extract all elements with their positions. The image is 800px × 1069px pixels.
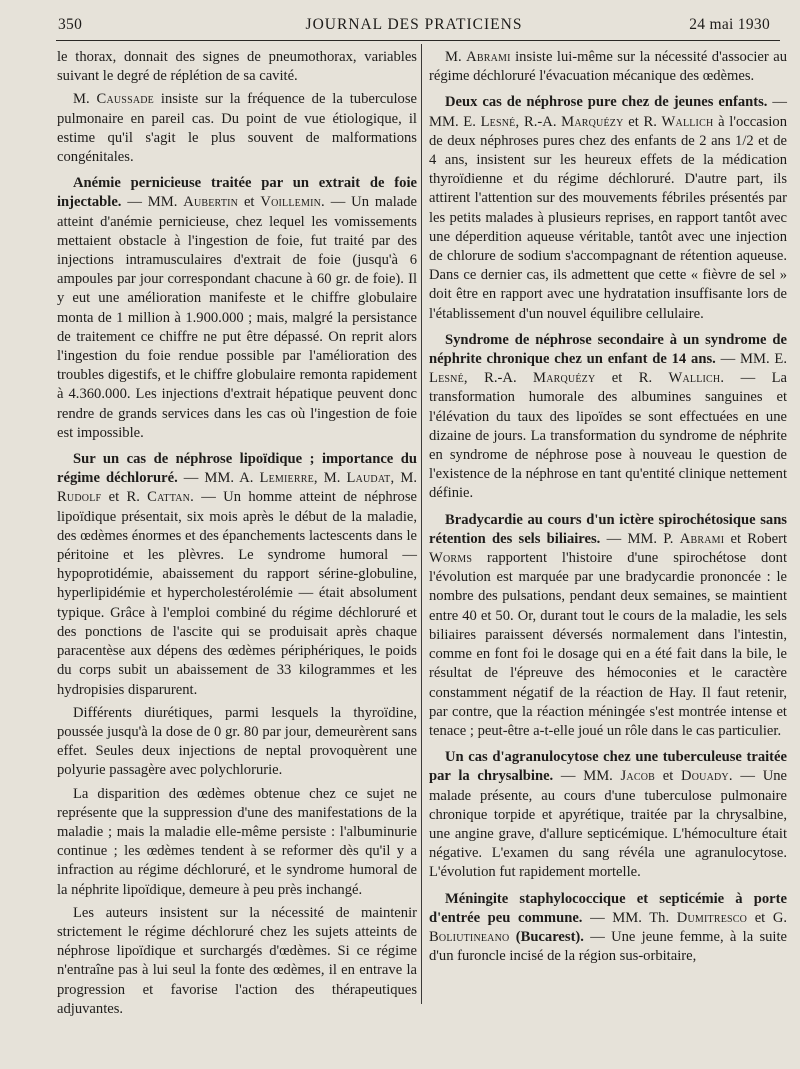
- section-title: Sur un cas de néphrose lipoïdique ; importance du régime déchloruré.: [57, 451, 417, 487]
- author-prefix: — MM.: [560, 768, 613, 785]
- section-title: Bradycardie au cours d'un ictère spirochétosique sans rétention des sels biliaires.: [429, 511, 787, 547]
- author-name: Abrami: [679, 530, 725, 547]
- section-bradycardie: [429, 511, 787, 741]
- author-conjunction: et Robert: [730, 530, 788, 547]
- author-conjunction: et R.: [611, 370, 653, 387]
- author-prefix: — MM. A.: [183, 470, 254, 487]
- author-name: Caussade: [96, 91, 154, 108]
- section-nephrose-pure: [429, 93, 787, 323]
- author-initials: R.-A.: [524, 113, 557, 130]
- left-column: [57, 48, 417, 1023]
- column-separator: [421, 44, 422, 1004]
- author-prefix: M.: [400, 470, 417, 487]
- section-text: — Un malade atteint d'anémie pernicieuse, chez lequel les vomissements mettaient obstacle à l'ingestion de foie, fut traité par des injections intramusculaires d'extrait de foie (jusqu'à 6 ampoules par jour correspondant chacune à 60 gr. de foie). Il y eut une amélioration manifeste et le chiffre globulaire monta de 1 million à 1.900.000 ; mais, malgré la persistance de traitement ce chiffre ne put être dépassé. On reprit alors l'ingestion du foie rendue possible par l'amélioration des troubles digestifs, et le chiffre globulaire remonta rapidement à 4.360.000. Les injections d'extrait hépatique peuvent donc rendre de grands services dans les cas où l'ingestion de foie est impossible.: [57, 194, 417, 441]
- section-agranulocytose: [429, 748, 787, 882]
- page-number: 350: [58, 16, 83, 33]
- author-name: Cattan.: [147, 489, 194, 506]
- author-initials: R.-A.: [484, 370, 517, 387]
- author-name: Rudolf: [57, 489, 102, 506]
- paragraph: [429, 48, 787, 86]
- author-city: (Bucarest).: [515, 928, 584, 945]
- author-prefix: M.: [445, 49, 462, 65]
- author-name: Worms: [429, 550, 473, 567]
- section-text: — Une jeune femme, à la suite d'un furoncle incisé de la région sus-orbitaire,: [429, 928, 788, 965]
- paragraph-text: insiste lui-même sur la nécessité d'associer au régime déchloruré l'évacuation mécanique des œdèmes.: [429, 49, 787, 85]
- author-prefix: — MM. E.: [429, 94, 787, 130]
- section-meningite: [429, 890, 787, 967]
- paragraph-text: insiste sur la fréquence de la tuberculose pulmonaire en pareil cas. Du point de vue étiologique, il estime qu'il s'agit le plus souvent de malformations congénitales.: [57, 91, 418, 166]
- author-conjunction: et G.: [754, 909, 788, 926]
- paragraph: La disparition des œdèmes obtenue chez ce sujet ne représente que la suppression d'une des manifestations de la maladie ; mais la maladie elle-même persiste : l'albuminurie continue ; les œdèmes tendent à se reformer dès qu'il y a infraction au régime déchloruré, et le syndrome humoral de la néphrite lipoïdique, demeure à peu près inchangé.: [57, 785, 417, 898]
- section-nephrose-secondaire: [429, 331, 787, 504]
- author-conjunction: et R.: [108, 489, 140, 506]
- section-title: Un cas d'agranulocytose chez une tuberculeuse traitée par la chrysalbine.: [429, 749, 787, 785]
- paragraph: Les auteurs insistent sur la nécessité de maintenir strictement le régime déchloruré chez les sujets atteints de néphrose lipoïdique et surchargés d'œdèmes. Si ce régime n'entraîne pas à lui seul la fonte des œdèmes, il en entrave la progression et favorise l'action des thérapeutiques adjuvantes.: [57, 904, 417, 1017]
- author-name: Wallich.: [668, 370, 725, 387]
- right-column: [429, 48, 787, 970]
- author-conjunction: et R.: [628, 113, 657, 130]
- author-name: Marquézy: [561, 113, 624, 130]
- author-prefix: M.: [323, 470, 341, 487]
- author-name: Wallich: [661, 113, 714, 130]
- section-anemie: [57, 174, 417, 443]
- section-title: Méningite staphylococcique et septicémie à porte d'entrée peu commune.: [429, 890, 787, 926]
- author-name: Voillemin.: [260, 194, 325, 211]
- author-name: Lemierre,: [259, 470, 318, 487]
- issue-date: 24 mai 1930: [689, 16, 770, 33]
- author-name: Laudat,: [346, 470, 395, 487]
- author-name: Lesné,: [480, 113, 520, 130]
- author-name: Aubertin: [183, 194, 239, 211]
- journal-title: JOURNAL DES PRATICIENS: [305, 16, 523, 33]
- paragraph: le thorax, donnait des signes de pneumothorax, variables suivant le degré de réplétion de sa cavité.: [57, 49, 417, 85]
- paragraph: [57, 90, 417, 167]
- author-name: Dumitresco: [676, 909, 748, 926]
- author-name: Lesné,: [429, 370, 468, 387]
- author-conjunction: et: [243, 194, 255, 211]
- author-name: Boliutineano: [429, 928, 510, 945]
- header-rule: [56, 40, 780, 41]
- section-nephrose-lipoidique: [57, 450, 417, 700]
- section-text: — Un homme atteint de néphrose lipoïdique présentait, six mois après le début de la maladie, des œdèmes énormes et des épanchements lactescents dans le péritoine et les plèvres. Le syndrome humoral — hypoprotidémie, abaissement du rapport sérine-globuline, hyperlipidémie et hypercholestérolémie — était absolument typique. Grâce à l'emploi combiné du régime déchloruré et des ponctions de l'ascite qui se produisait après chaque paracentèse aux dépens des œdèmes périphériques, le poids du corps subit un abaissement de 33 kilogrammes et les hydropisies disparurent.: [57, 489, 417, 698]
- section-text: — Une malade présente, au cours d'une tuberculose pulmonaire chronique torpide et apyrétique, traitée par la chrysalbine, une angine grave, d'allure septicémique. L'hémoculture était négative. L'examen du sang révéla une agranulocytose. L'évolution fut rapidement mortelle.: [429, 768, 788, 881]
- section-text: rapportent l'histoire d'une spirochétose dont l'évolution est marquée par une bradycardie prononcée : le nombre des pulsations, pendant deux semaines, se maintient entre 40 et 50. Or, durant tout le cours de la maladie, les sels biliaires paraissent déversés normalement dans l'intestin, comme en font foi le dosage qui en a été fait dans la bile, le résultat de l'épreuve des hémoconies et le caractère constamment négatif de la réaction de Hay. Il faut retenir, par contre, que la réaction méningée s'est montrée intense et tenace ; peut-être a-t-elle joué un rôle dans le cas particulier.: [429, 550, 787, 739]
- author-name: Douady.: [681, 768, 733, 785]
- author-prefix: — MM. Th.: [590, 909, 670, 926]
- section-title: Deux cas de néphrose pure chez de jeunes enfants.: [445, 94, 768, 111]
- author-name: Abrami: [466, 49, 511, 65]
- author-prefix: — MM.: [127, 194, 178, 211]
- author-conjunction: et: [662, 768, 674, 785]
- author-prefix: — MM. P.: [606, 530, 674, 547]
- paragraph: Différents diurétiques, parmi lesquels la thyroïdine, poussée jusqu'à la dose de 0 gr. 80 par jour, demeurèrent sans effet. Seules deux injections de neptal provoquèrent une polyurie passagère avec polychlorurie.: [57, 704, 417, 779]
- section-text: — La transformation humorale des albumines sanguines et l'élévation du taux des lipoïdes se sont effectuées en une dizaine de jours. La transformation du syndrome de néphrite en syndrome de néphrose pose à nouveau le question de l'existence de la néphrose en tant qu'entité clinique nettement définie.: [429, 370, 787, 502]
- author-name: Marquézy: [533, 370, 596, 387]
- section-title: Syndrome de néphrose secondaire à un syndrome de néphrite chronique chez un enfant de 14 ans.: [429, 331, 787, 368]
- page-header: [58, 14, 770, 38]
- section-text: à l'occasion de deux néphroses pures chez des enfants de 2 ans 1/2 et de 4 ans, insistent sur les heureux effets de la médication thyroïdienne et du régime déchloruré. D'autre part, ils attirent l'attention sur des mouvements fébriles présentés par les petits malades à plusieurs reprises, en rapport tantôt avec une déperdition aqueuse véritable, tantôt avec une injection de chlorure de sodium s'accompagnant de rétention aqueuse. Dans ce dernier cas, ils admettent que cette « fièvre de sel » doit être en rapport avec une hydratation insuffisante lors de l'établissement d'un nouvel équilibre cellulaire.: [429, 113, 788, 322]
- author-prefix: — MM. E.: [720, 351, 787, 368]
- section-title: Anémie pernicieuse traitée par un extrait de foie injectable.: [57, 175, 417, 211]
- author-name: Jacob: [620, 768, 656, 785]
- author-prefix: M.: [73, 91, 90, 108]
